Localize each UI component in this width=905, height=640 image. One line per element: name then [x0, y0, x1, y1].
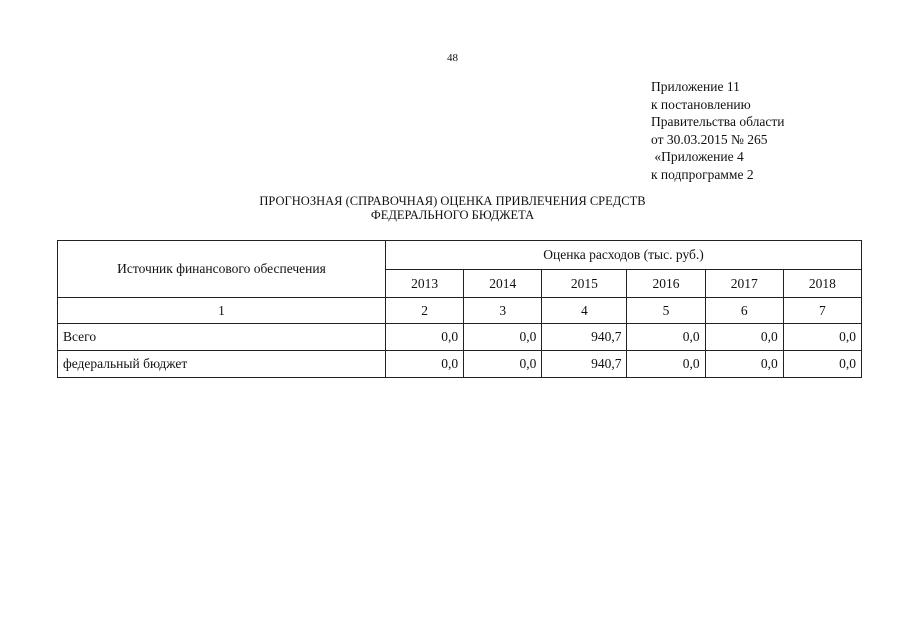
funding-table	[57, 240, 862, 378]
column-number: 3	[464, 298, 542, 324]
value-cell: 0,0	[783, 351, 861, 378]
expenses-header: Оценка расходов (тыс. руб.)	[386, 241, 862, 270]
table-header-row	[58, 241, 862, 270]
appendix-line: Правительства области	[651, 114, 785, 129]
year-cell: 2017	[705, 270, 783, 298]
value-cell: 0,0	[627, 324, 705, 351]
title-line-1: ПРОГНОЗНАЯ (СПРАВОЧНАЯ) ОЦЕНКА ПРИВЛЕЧЕНИЯ СРЕДСТВ	[259, 194, 646, 208]
appendix-line: Приложение 11	[651, 79, 740, 94]
year-cell: 2018	[783, 270, 861, 298]
table-row	[58, 351, 862, 378]
value-cell: 0,0	[464, 324, 542, 351]
appendix-note	[651, 78, 784, 183]
value-cell: 0,0	[705, 324, 783, 351]
document-title	[0, 194, 905, 222]
value-cell: 940,7	[542, 351, 627, 378]
table-row	[58, 324, 862, 351]
value-cell: 940,7	[542, 324, 627, 351]
year-cell: 2015	[542, 270, 627, 298]
year-cell: 2013	[386, 270, 464, 298]
column-number: 4	[542, 298, 627, 324]
column-number: 6	[705, 298, 783, 324]
year-cell: 2016	[627, 270, 705, 298]
column-number: 5	[627, 298, 705, 324]
value-cell: 0,0	[627, 351, 705, 378]
appendix-line: к постановлению	[651, 96, 751, 112]
row-label: Всего	[58, 324, 386, 351]
column-number-row	[58, 298, 862, 324]
appendix-line: к подпрограмме 2	[651, 166, 754, 182]
column-number: 7	[783, 298, 861, 324]
appendix-line: «Приложение 4	[651, 149, 744, 164]
value-cell: 0,0	[386, 351, 464, 378]
row-label: федеральный бюджет	[58, 351, 386, 378]
appendix-line: от 30.03.2015 № 265	[651, 131, 768, 147]
value-cell: 0,0	[386, 324, 464, 351]
source-header: Источник финансового обеспечения	[58, 241, 386, 298]
value-cell: 0,0	[705, 351, 783, 378]
title-line-2: ФЕДЕРАЛЬНОГО БЮДЖЕТА	[370, 208, 535, 222]
value-cell: 0,0	[783, 324, 861, 351]
year-cell: 2014	[464, 270, 542, 298]
page-number: 48	[447, 52, 458, 64]
value-cell: 0,0	[464, 351, 542, 378]
column-number: 2	[386, 298, 464, 324]
column-number: 1	[58, 298, 386, 324]
